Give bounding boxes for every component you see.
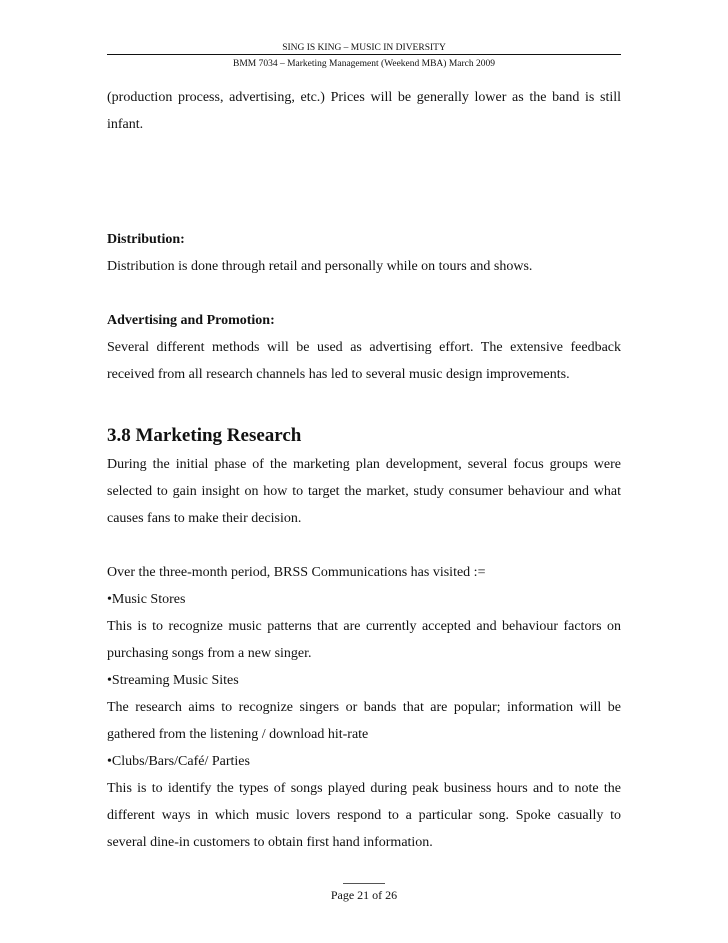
list-item-text: The research aims to recognize singers or bands that are popular; information will be gathered from the listening / download hit-rate bbox=[107, 700, 621, 742]
list-item bbox=[107, 586, 621, 667]
spacer bbox=[107, 388, 621, 422]
advertising-heading: Advertising and Promotion: bbox=[107, 313, 275, 328]
marketing-research-intro: During the initial phase of the marketing plan development, several focus groups were selected to gain insight on how to target the market, study consumer behaviour and what causes fans to make their decision. bbox=[107, 457, 621, 526]
list-item bbox=[107, 667, 621, 748]
intro-paragraph: (production process, advertising, etc.) Prices will be generally lower as the band is still infant. bbox=[107, 90, 621, 132]
page-number: Page 21 of 26 bbox=[330, 888, 398, 902]
distribution-heading: Distribution: bbox=[107, 232, 185, 247]
list-item bbox=[107, 748, 621, 856]
list-item-text: This is to recognize music patterns that are currently accepted and behaviour factors on purchasing songs from a new singer. bbox=[107, 619, 621, 661]
list-item-title: •Streaming Music Sites bbox=[107, 673, 239, 688]
page-header bbox=[107, 42, 621, 54]
header-subtitle: BMM 7034 – Marketing Management (Weekend MBA) March 2009 bbox=[232, 59, 495, 69]
section-heading-marketing-research: 3.8 Marketing Research bbox=[107, 425, 302, 446]
list-item-title: •Music Stores bbox=[107, 592, 186, 607]
spacer bbox=[107, 532, 621, 559]
list-item-text: This is to identify the types of songs played during peak business hours and to note the different ways in which music lovers respond to a particular song. Spoke casually to several dine-in customers to obtain first hand information. bbox=[107, 781, 621, 850]
spacer bbox=[107, 138, 621, 226]
header-title: SING IS KING – MUSIC IN DIVERSITY bbox=[282, 43, 446, 53]
research-list bbox=[107, 586, 621, 856]
distribution-text: Distribution is done through retail and personally while on tours and shows. bbox=[107, 259, 533, 274]
list-item-title: •Clubs/Bars/Café/ Parties bbox=[107, 754, 250, 769]
advertising-text: Several different methods will be used as advertising effort. The extensive feedback received from all research channels has led to several music design improvements. bbox=[107, 340, 621, 382]
footer-rule bbox=[343, 883, 385, 884]
header-rule bbox=[107, 54, 621, 55]
visited-intro: Over the three-month period, BRSS Communications has visited := bbox=[107, 565, 486, 580]
document-body bbox=[107, 84, 621, 856]
spacer bbox=[107, 280, 621, 307]
